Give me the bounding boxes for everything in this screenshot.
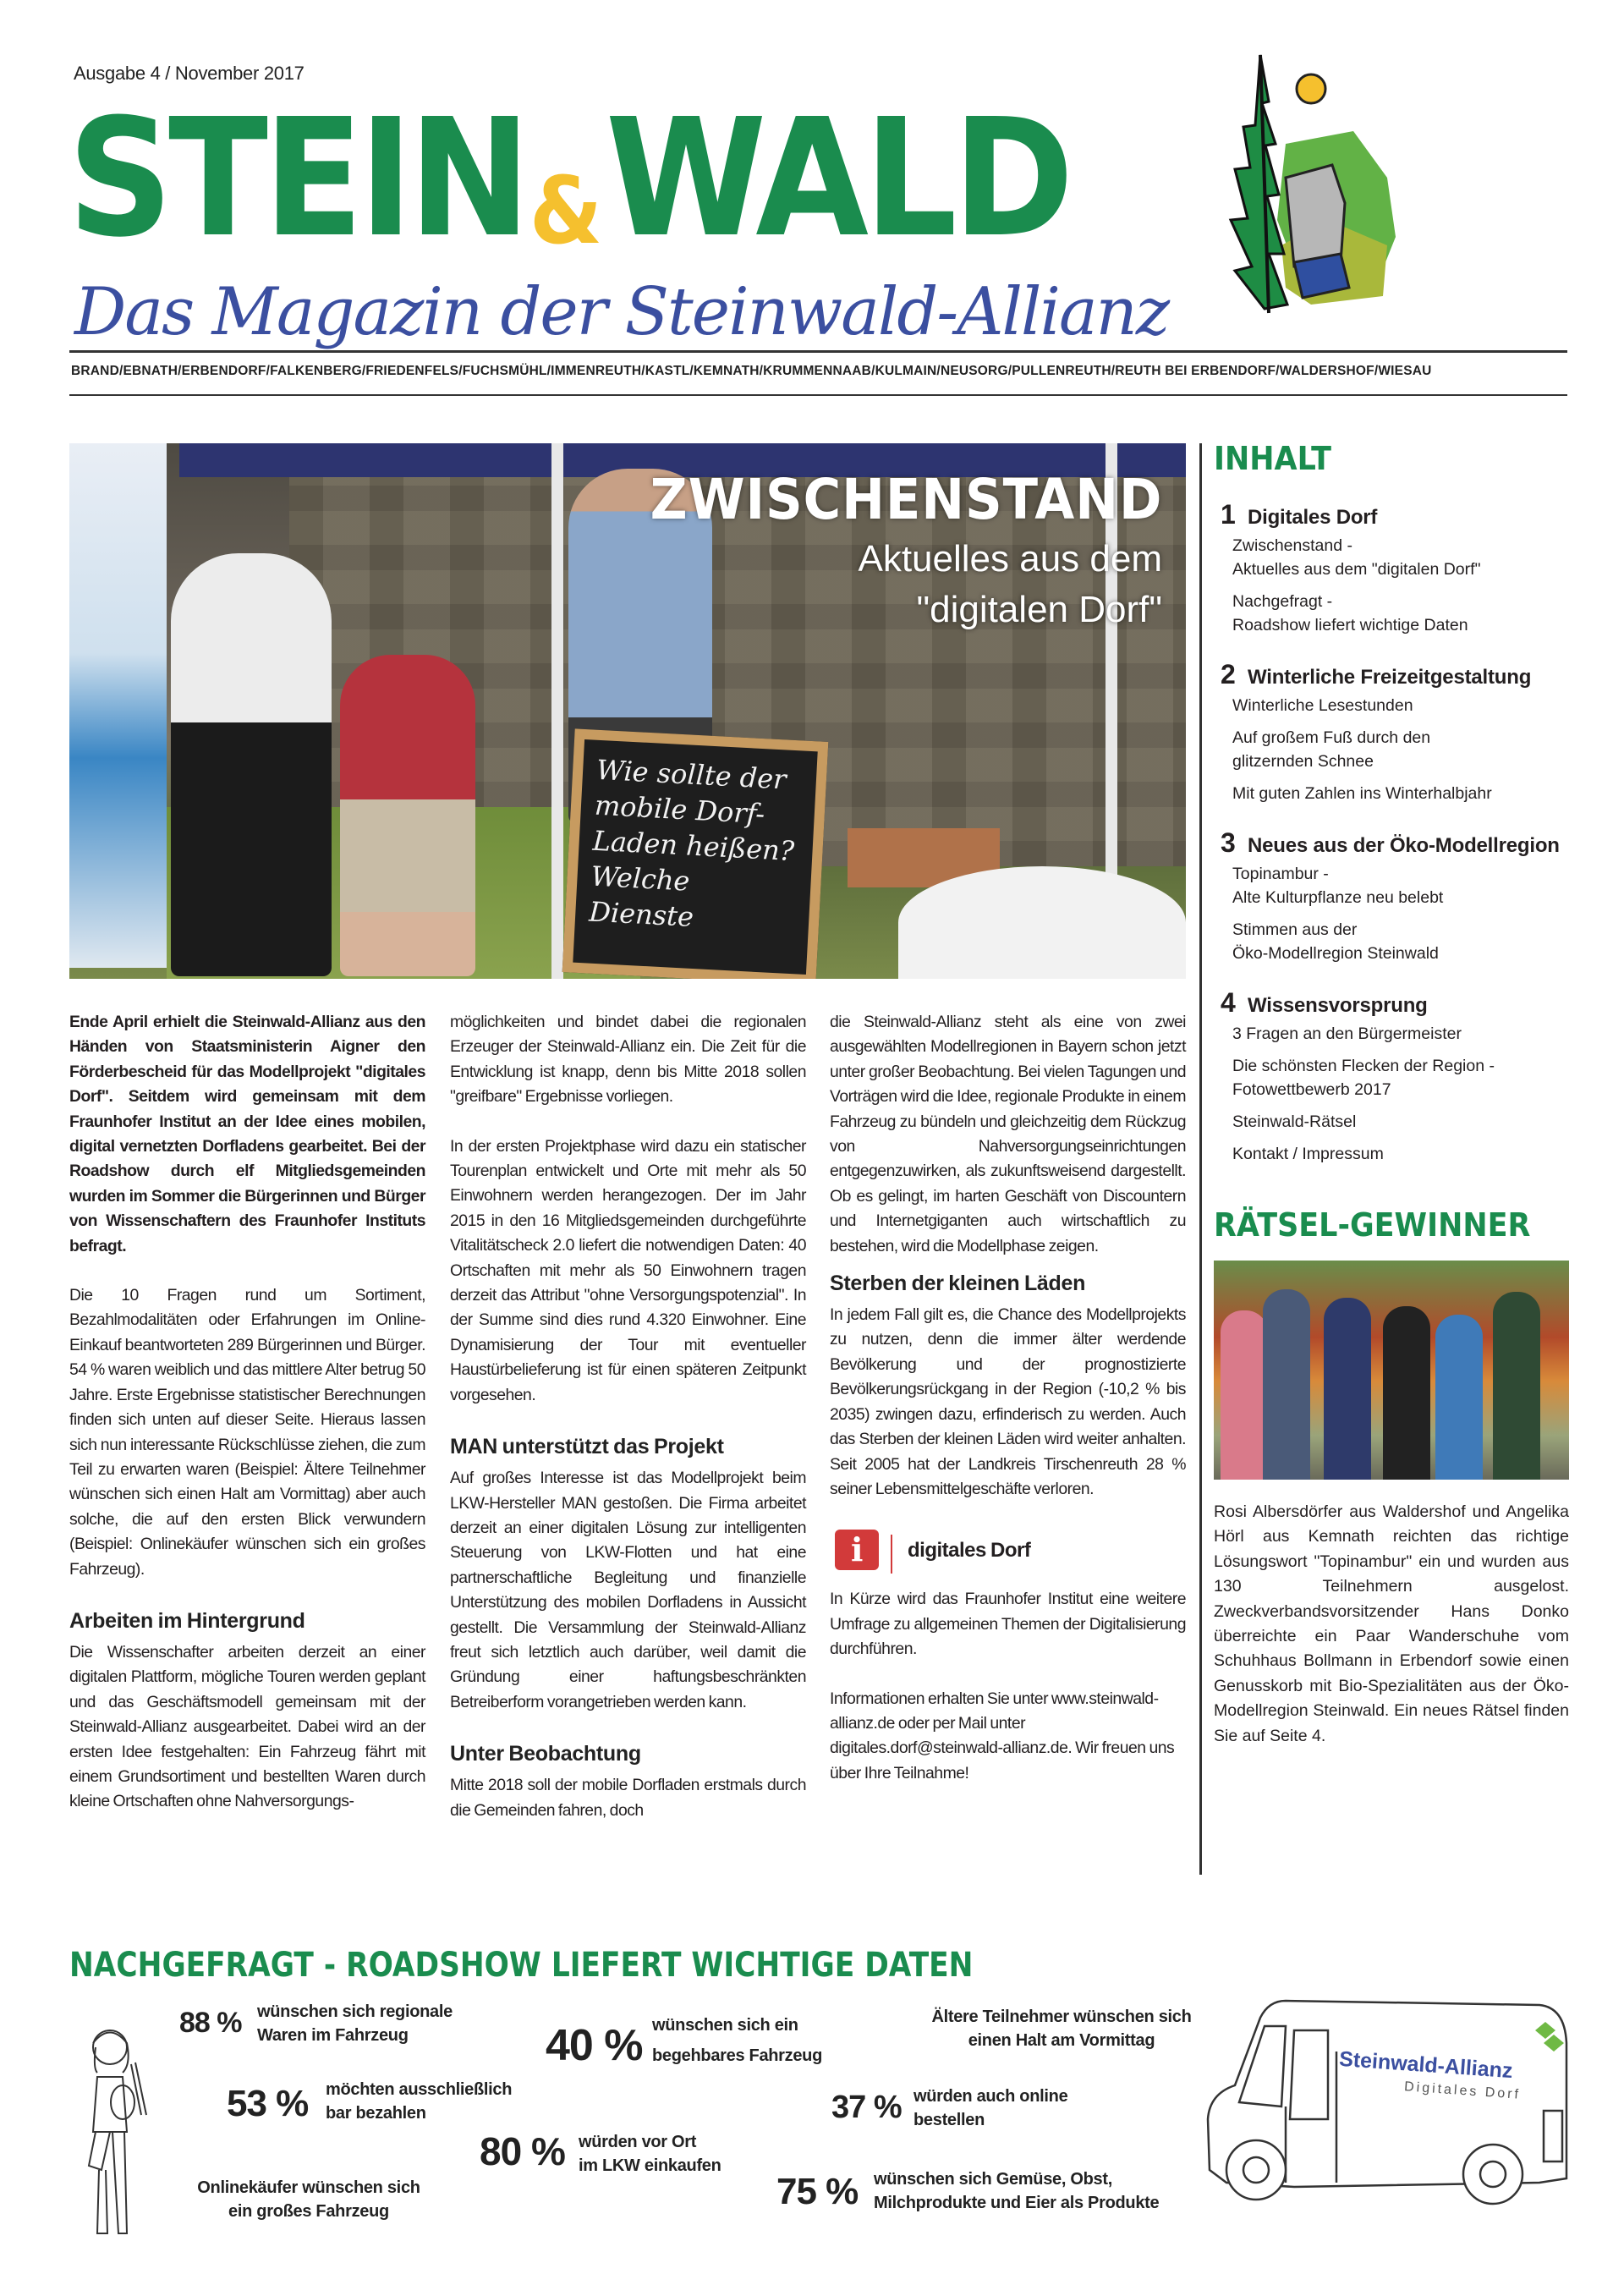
toc-item[interactable]: Steinwald-Rätsel [1232,1112,1357,1131]
note-line: Ältere Teilnehmer wünschen sich [931,2008,1192,2026]
note-online-buyers [186,2176,431,2223]
toc-item[interactable]: Nachgefragt - Roadshow liefert wichtige Daten [1232,592,1468,634]
stat-label-line: Milchprodukte und Eier als Produkte [874,2194,1160,2212]
toc-section-header [1221,987,1569,1019]
stat-value: 75 % [776,2171,859,2212]
note-line: ein großes Fahrzeug [228,2202,389,2221]
hero-title: ZWISCHENSTAND [650,467,1162,532]
toc-item[interactable]: 3 Fragen an den Bürgermeister [1232,1024,1462,1043]
article-paragraph: Mitte 2018 soll der mobile Dorfladen erstmals durch die Gemeinden fahren, doch [450,1776,806,1820]
toc-number: 4 [1221,987,1236,1018]
winners-photo [1214,1261,1569,1480]
toc-section-header [1221,659,1569,690]
toc-section [1214,499,1569,637]
article-subheading: MAN unterstützt das Projekt [450,1435,724,1459]
article-paragraph: Die Wissenschafter arbeiten derzeit an einer digitalen Plattform, mögliche Touren werden geplant und das Geschäftsmodell gemeinsam mit der Steinwald-Allianz ausgearbeitet. Dabei wird an der ersten Idee festgehalten: Ein Fahrzeug fährt mit einem Grundsortiment und bestellten Waren durch kleine Ortschaften ohne Nahversorgungs- [69,1642,425,1811]
article-subheading: Unter Beobachtung [450,1742,641,1766]
stat-label-line: begehbares Fahrzeug [652,2046,823,2065]
toc-item[interactable]: Auf großem Fuß durch den glitzernden Schnee [1232,728,1431,771]
masthead-ampersand: & [529,157,603,265]
toc-section-title: Neues aus der Öko-Modellregion [1248,834,1560,857]
stat-value: 80 % [480,2129,565,2173]
van-brand: Steinwald-Allianz [1338,2046,1514,2084]
stat-value: 37 % [831,2090,902,2125]
hero-photo [69,443,1186,979]
note-line: Onlinekäufer wünschen sich [197,2178,420,2197]
stat-value: 53 % [227,2083,309,2124]
stat-label [914,2085,1067,2132]
stat-label-line: wünschen sich Gemüse, Obst, [874,2170,1112,2189]
van-icon [1201,1992,1573,2221]
stat-label-line: bar bezahlen [326,2104,426,2123]
toc-heading: INHALT [1214,440,1331,477]
info-paragraph: In Kürze wird das Fraunhofer Institut eine weitere Umfrage zu allgemeinen Themen der Digitalisierung durchführen. [830,1590,1186,1659]
toc-section [1214,987,1569,1166]
toc-item[interactable]: Kontakt / Impressum [1232,1145,1384,1163]
raetsel-text: Rosi Albersdörfer aus Waldershof und Angelika Hörl aus Kemnath reichten das richtige Lösungswort "Topinambur" ein und wurden aus 130 Teilnehmern ausgelost. Zweckverbandsvorsitzender Hans Donko überreichte ein Paar Wanderschuhe vom Schuhhaus Bollmann in Erbendorf sowie einen Genusskorb mit Bio-Spezialitäten aus der Öko-Modellregion Steinwald. Ein neues Rätsel finden Sie auf Seite 4. [1214,1502,1569,1745]
article-paragraph: die Steinwald-Allianz steht als eine von zwei ausgewählten Modellregionen in Bayern schon jetzt unter großer Beobachtung. Bei vielen Tagungen und Vorträgen wird die Idee, regionale Produkte in einem Fahrzeug zu bündeln und gleichzeitig dem Rückzug von Nahversorgungseinrichtungen entgegenzuwirken, als zukunftsweisend dargestellt. Ob es gelingt, im harten Geschäft von Discountern und Internetgiganten auch wirtschaftlich zu bestehen, wird die Modellphase zeigen. [830,1013,1186,1255]
hero-subtitle-2: "digitalen Dorf" [916,589,1162,630]
article-paragraph: Die 10 Fragen rund um Sortiment, Bezahlmodalitäten oder Erfahrungen im Online-Einkauf beantworteten 289 Bürgerinnen und Bürger. 54 % waren weiblich und das mittlere Alter betrug 50 Jahre. Erste Ergebnisse statistischer Berechnungen finden sich unten auf dieser Seite. Hieraus lassen sich nun interessante Rückschlüsse ziehen, die zum Teil zu erwarten waren (Beispiel: Ältere Teilnehmer wünschen sich einen Halt am Vormittag) aber auch solche, die auf den ersten Blick verwundern (Beispiel: Onlinekäufer wünschen sich ein großes Fahrzeug). [69,1286,425,1579]
toc-number: 2 [1221,659,1236,689]
note-line: einen Halt am Vormittag [968,2031,1155,2050]
chalkboard: Wie sollte der mobile Dorf-Laden heißen? Welche Dienste [562,728,829,979]
stat-label [652,2013,822,2068]
masthead-subtitle: Das Magazin der Steinwald-Allianz [74,274,1169,350]
hero-subtitle-1: Aktuelles aus dem [858,538,1162,579]
stat-label [874,2167,1159,2215]
stat-label [326,2078,512,2125]
stat-value: 40 % [546,2021,643,2070]
stat-value: 88 % [179,2007,242,2039]
info-box-header [835,1526,1186,1574]
issue-date: Ausgabe 4 / November 2017 [74,63,304,84]
delivery-van-illustration [1201,1992,1573,2221]
info-title: digitales Dorf [908,1538,1031,1562]
masthead-title [68,85,1070,273]
toc-section-title: Winterliche Freizeitgestaltung [1248,666,1532,689]
toc-item[interactable]: Stimmen aus der Öko-Modellregion Steinwald [1232,920,1439,963]
survey-heading: NACHGEFRAGT - ROADSHOW LIEFERT WICHTIGE DATEN [69,1946,974,1985]
toc-section [1214,827,1569,965]
towns-rule [69,394,1567,396]
toc-section-title: Wissensvorsprung [1248,994,1428,1017]
stat-label-line: bestellen [914,2111,985,2129]
article-lead: Ende April erhielt die Steinwald-Allianz aus den Händen von Staatsministerin Aigner den Förderbescheid für das Modellprojekt "digitales Dorf". Seitdem wird gemeinsam mit dem Fraunhofer Institut an der Idee eines mobilen, digital vernetzten Dorfladens gearbeitet. Bei der Roadshow durch elf Mitgliedsgemeinden wurden im Sommer die Bürgerinnen und Bürger von Wissenschaftern des Fraunhofer Instituts befragt. [69,1013,425,1255]
article-column-3 [830,1010,1186,1810]
info-contact: Informationen erhalten Sie unter www.steinwald-allianz.de oder per Mail unter digitales.dorf@steinwald-allianz.de. Wir freuen uns über Ihre Teilnahme! [830,1689,1175,1782]
stat-label-line: wünschen sich regionale [257,2002,453,2021]
article-column-1 [69,1010,425,1839]
toc-section-header [1221,499,1569,530]
table-of-contents [1214,499,1569,1166]
toc-section-header [1221,827,1569,859]
toc-number: 1 [1221,499,1236,530]
stat-label-line: würden auch online [914,2087,1068,2106]
toc-item[interactable]: Die schönsten Flecken der Region - Fotowettbewerb 2017 [1232,1057,1495,1099]
toc-item[interactable]: Zwischenstand - Aktuelles aus dem "digitalen Dorf" [1232,536,1481,579]
toc-item[interactable]: Topinambur - Alte Kulturpflanze neu belebt [1232,865,1444,907]
stat-label [579,2130,721,2178]
masthead-stein: STEIN [68,85,527,273]
sidebar [1214,440,1569,1749]
toc-item[interactable]: Winterliche Lesestunden [1232,696,1413,715]
toc-item[interactable]: Mit guten Zahlen ins Winterhalbjahr [1232,784,1492,803]
raetsel-heading: RÄTSEL-GEWINNER [1214,1206,1531,1244]
steinwald-logo-icon [1184,51,1421,321]
roll-up-banner [69,443,167,968]
shopper-girl-illustration-icon [72,2022,161,2246]
info-icon: i [835,1530,879,1570]
toc-section [1214,659,1569,805]
stat-label-line: würden vor Ort [579,2133,697,2151]
column-divider [1199,443,1202,1875]
article-subheading: Arbeiten im Hintergrund [69,1608,305,1633]
stat-label-line: im LKW einkaufen [579,2156,721,2175]
article-paragraph: In jedem Fall gilt es, die Chance des Modellprojekts zu nutzen, denn die immer älter werdende Bevölkerung und der prognostizierte Bevölkerungsrückgang in der Region (-10,2 % bis 2035) zwingen dazu, erfinderisch zu werden. Auch das Sterben der kleinen Läden wird weiter anhalten. Seit 2005 hat der Landkreis Tirschenreuth 28 % seiner Lebensmittelgeschäfte verloren. [830,1305,1186,1498]
article-subheading: Sterben der kleinen Läden [830,1272,1086,1296]
article-column-2 [450,1010,806,1848]
article-paragraph: In der ersten Projektphase wird dazu ein statischer Tourenplan entwickelt und Orte mit mehr als 50 Einwohnern werden herangezogen. Der im Jahr 2015 in den 16 Mitgliedsgemeinden durchgeführte Vitalitätscheck 2.0 liefert die notwendigen Daten: 40 Ortschaften mit mehr als 50 Einwohnern tragen derzeit das Attribut "ohne Versorgungspotenzial". In der Summe sind dies rund 4.320 Einwohner. Eine Dynamisierung der Tour mit eventueller Haustürbelieferung ist für einen späteren Zeitpunkt vorgesehen. [450,1136,806,1404]
toc-number: 3 [1221,827,1236,858]
stat-label-line: Waren im Fahrzeug [257,2026,409,2045]
header-rule [69,350,1567,353]
stat-label-line: möchten ausschließlich [326,2080,513,2099]
van-subtitle: Digitales Dorf [1403,2079,1522,2102]
stat-label [257,2000,453,2047]
stat-label-line: wünschen sich ein [652,2016,798,2035]
article-paragraph: möglichkeiten und bindet dabei die regionalen Erzeuger der Steinwald-Allianz ein. Die Zeit für die Entwicklung ist knapp, denn bis Mitte 2018 sollen "greifbare" Ergebnisse vorliegen. [450,1013,806,1107]
masthead-wald: WALD [605,85,1070,273]
article-paragraph: Auf großes Interesse ist das Modellprojekt beim LKW-Hersteller MAN gestoßen. Die Firma arbeitet derzeit an einer digitalen Lösung zur intelligenten Steuerung von LKW-Flotten und hat eine partnerschaftliche Begleitung und finanzielle Unterstützung des mobilen Dorfladens in Aussicht gestellt. Die Versammlung der Steinwald-Allianz freut sich letztlich auch darüber, weil damit die Gründung einer haftungsbeschränkten Betreiberform vorangetrieben werden kann. [450,1469,806,1711]
member-towns: BRAND/EBNATH/ERBENDORF/FALKENBERG/FRIEDENFELS/FUCHSMÜHL/IMMENREUTH/KASTL/KEMNATH/KRUMMENNAAB/KULMAIN/NEUSORG/PULLENREUTH/REUTH BEI ERBENDORF/WALDERSHOF/WIESAU [71,364,1432,378]
toc-section-title: Digitales Dorf [1248,506,1378,529]
note-older-participants [914,2005,1210,2052]
